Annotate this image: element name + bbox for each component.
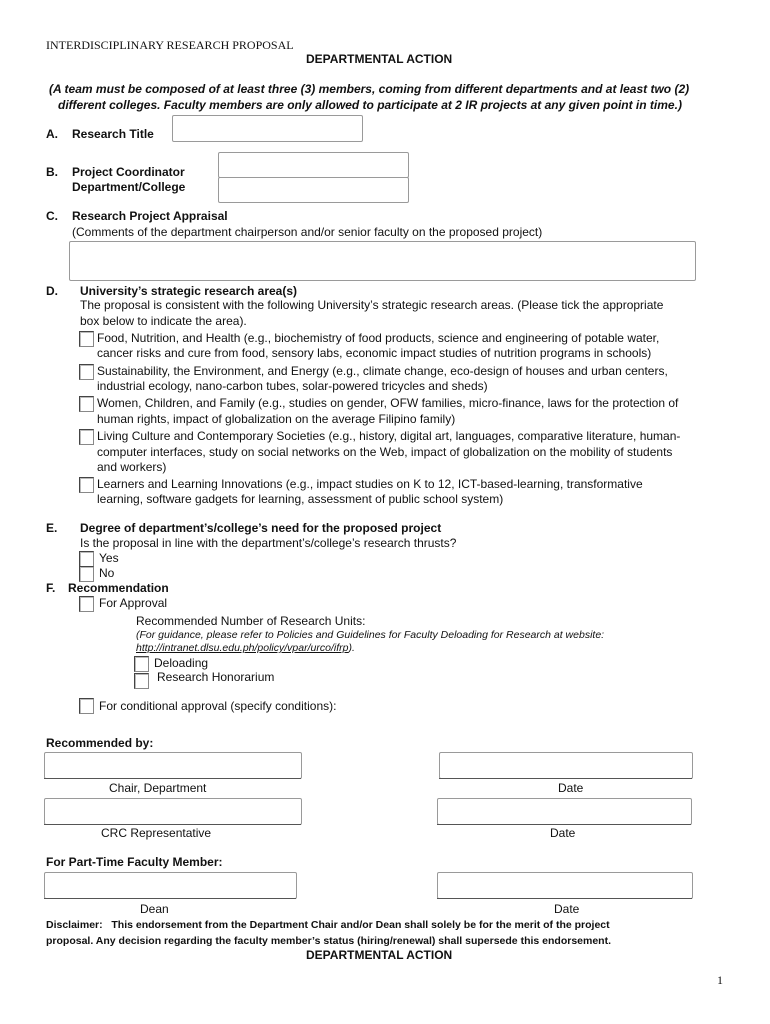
recommendation-label: Recommendation xyxy=(68,581,169,595)
part-time-faculty-label: For Part-Time Faculty Member: xyxy=(46,855,223,869)
section-c-letter: C. xyxy=(46,209,58,223)
research-units-label: Recommended Number of Research Units: xyxy=(136,614,366,628)
chair-date-line xyxy=(439,778,692,779)
guidance-url-row xyxy=(136,642,355,654)
no-label: No xyxy=(99,566,115,580)
deloading-checkbox[interactable] xyxy=(134,656,149,672)
department-need-question: Is the proposal in line with the department’s/college’s research thrusts? xyxy=(80,536,457,550)
team-note-line2: different colleges. Faculty members are only allowed to participate at 2 IR projects at any given point in time.) xyxy=(58,98,682,112)
deloading-label: Deloading xyxy=(154,656,209,670)
crc-date-label: Date xyxy=(550,826,576,840)
team-note-line1: (A team must be composed of at least three (3) members, coming from different departments and at least two (2) xyxy=(49,82,690,96)
research-appraisal-sublabel: (Comments of the department chairperson and/or senior faculty on the proposed project) xyxy=(72,225,543,239)
crc-date-field[interactable] xyxy=(437,798,692,825)
dean-label: Dean xyxy=(140,902,169,916)
conditional-approval-label: For conditional approval (specify conditions): xyxy=(99,699,337,713)
chair-date-field[interactable] xyxy=(439,752,693,779)
strategic-areas-intro-line1: The proposal is consistent with the following University’s strategic research areas. (Please tick the appropriate xyxy=(80,298,664,312)
department-college-label: Department/College xyxy=(72,180,186,194)
strategic-areas-label: University’s strategic research area(s) xyxy=(80,284,298,298)
research-appraisal-label: Research Project Appraisal xyxy=(72,209,228,223)
food-nutrition-checkbox[interactable] xyxy=(79,331,94,347)
section-heading: DEPARTMENTAL ACTION xyxy=(306,52,453,66)
chair-department-label: Chair, Department xyxy=(109,781,207,795)
research-title-field[interactable] xyxy=(172,115,363,142)
women-children-line1: Women, Children, and Family (e.g., studies on gender, OFW families, micro-finance, laws for the protection of xyxy=(97,396,679,410)
living-culture-line3: and workers) xyxy=(97,460,167,474)
guidance-url-link[interactable]: http://intranet.dlsu.edu.ph/policy/vpar/urco/ifrp xyxy=(136,642,349,654)
research-title-label: Research Title xyxy=(72,127,154,141)
strategic-areas-intro-line2: box below to indicate the area). xyxy=(80,314,247,328)
dean-date-line xyxy=(437,898,692,899)
food-nutrition-line2: cancer risks and cure from food, sensory labs, economic impact studies of nutrition programs in schools) xyxy=(97,346,652,360)
sustainability-checkbox[interactable] xyxy=(79,364,94,380)
dean-signature-field[interactable] xyxy=(44,872,297,899)
dean-signature-line xyxy=(44,898,296,899)
crc-signature-field[interactable] xyxy=(44,798,302,825)
sustainability-line1: Sustainability, the Environment, and Energy (e.g., climate change, eco-design of houses and urban centers, xyxy=(97,364,668,378)
research-honorarium-checkbox[interactable] xyxy=(134,673,149,689)
conditional-approval-checkbox[interactable] xyxy=(79,698,94,714)
crc-signature-line xyxy=(44,824,301,825)
section-f-letter: F. xyxy=(46,581,56,595)
no-checkbox[interactable] xyxy=(79,566,94,582)
section-d-letter: D. xyxy=(46,284,58,298)
research-honorarium-label: Research Honorarium xyxy=(157,670,275,684)
disclaimer-line1 xyxy=(46,919,610,931)
department-college-field[interactable] xyxy=(218,177,409,203)
food-nutrition-line1: Food, Nutrition, and Health (e.g., biochemistry of food products, science and engineering of potable water, xyxy=(97,331,660,345)
disclaimer-label: Disclaimer: xyxy=(46,919,103,931)
learners-line1: Learners and Learning Innovations (e.g., impact studies on K to 12, ICT-based-learning, transformative xyxy=(97,477,643,491)
guidance-url-suffix: ). xyxy=(348,642,355,654)
project-coordinator-field[interactable] xyxy=(218,152,409,178)
women-children-line2: human rights, impact of globalization on the average Filipino family) xyxy=(97,412,456,426)
women-children-checkbox[interactable] xyxy=(79,396,94,412)
chair-date-label: Date xyxy=(558,781,584,795)
section-a-letter: A. xyxy=(46,127,58,141)
chair-signature-line xyxy=(44,778,301,779)
sustainability-line2: industrial ecology, nano-carbon tubes, solar-powered tricycles and sheds) xyxy=(97,379,488,393)
learners-checkbox[interactable] xyxy=(79,477,94,493)
recommended-by-label: Recommended by: xyxy=(46,736,154,750)
footer-heading: DEPARTMENTAL ACTION xyxy=(306,948,453,962)
guidance-note: (For guidance, please refer to Policies and Guidelines for Faculty Deloading for Research at website: xyxy=(136,629,605,641)
document-title: INTERDISCIPLINARY RESEARCH PROPOSAL xyxy=(46,38,294,52)
for-approval-checkbox[interactable] xyxy=(79,596,94,612)
crc-date-line xyxy=(437,824,691,825)
section-e-letter: E. xyxy=(46,521,58,535)
for-approval-label: For Approval xyxy=(99,596,168,610)
yes-checkbox[interactable] xyxy=(79,551,94,567)
dean-date-label: Date xyxy=(554,902,580,916)
section-b-letter: B. xyxy=(46,165,58,179)
chair-signature-field[interactable] xyxy=(44,752,302,779)
disclaimer-line2: proposal. Any decision regarding the faculty member’s status (hiring/renewal) shall supersede this endorsement. xyxy=(46,935,612,947)
research-appraisal-field[interactable] xyxy=(69,241,696,281)
crc-representative-label: CRC Representative xyxy=(101,826,212,840)
living-culture-checkbox[interactable] xyxy=(79,429,94,445)
living-culture-line1: Living Culture and Contemporary Societies (e.g., history, digital art, languages, comparative literature, human- xyxy=(97,429,681,443)
living-culture-line2: computer interfaces, study on social networks on the Web, impact of globalization on the mobility of students xyxy=(97,445,673,459)
project-coordinator-label: Project Coordinator xyxy=(72,165,185,179)
department-need-label: Degree of department’s/college’s need for the proposed project xyxy=(80,521,442,535)
page-number: 1 xyxy=(717,973,723,987)
dean-date-field[interactable] xyxy=(437,872,693,899)
learners-line2: learning, software gadgets for learning, assessment of public school system) xyxy=(97,492,504,506)
disclaimer-text1: This endorsement from the Department Chair and/or Dean shall solely be for the merit of the project xyxy=(111,919,610,931)
yes-label: Yes xyxy=(99,551,119,565)
